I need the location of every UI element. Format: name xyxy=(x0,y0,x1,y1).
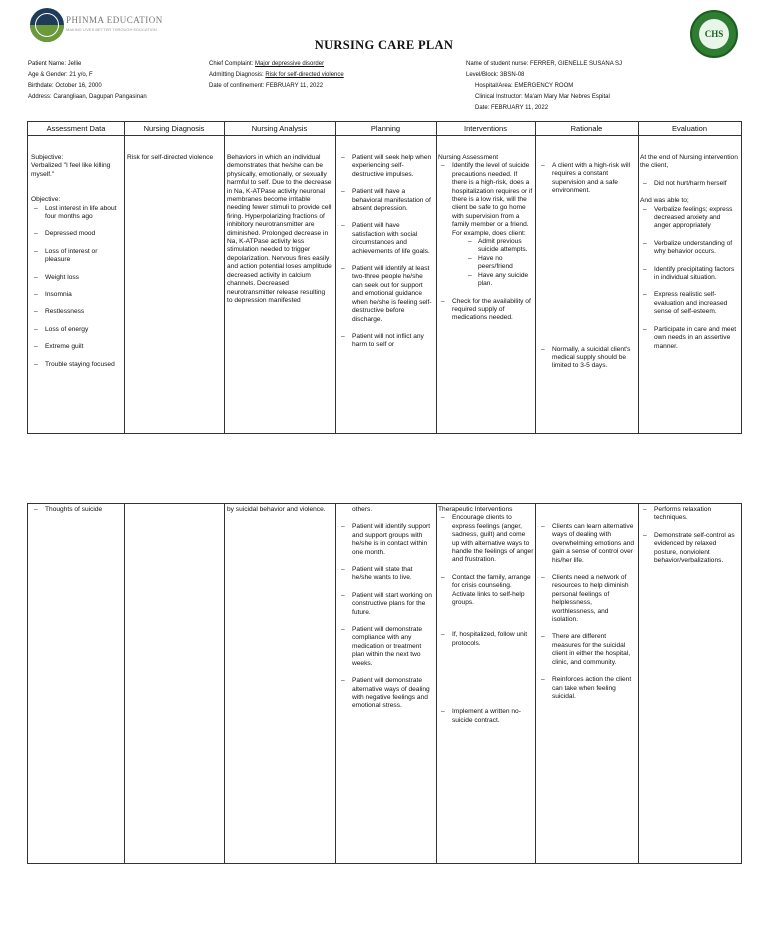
list-item: – Patient will start working on constructive plans for the future. xyxy=(338,592,434,617)
list-item: – Loss of interest or pleasure xyxy=(31,248,122,265)
list-item: – Loss of energy xyxy=(31,326,122,334)
interventions-cell-2 xyxy=(438,506,534,725)
level-block: Level/Block: 3BSN-08 xyxy=(466,72,525,78)
list-item: – Restlessness xyxy=(31,308,122,316)
planning-continued: others. xyxy=(352,506,373,513)
list-item: – Identify the level of suicide precautions needed. If there is a high-risk, does a hospitalization requires or if there is a low risk, will the client be safe to go home with supervision from a family member or a friend. For example, does client: xyxy=(438,162,534,238)
list-item: – Normally, a suicidal client's medical supply should be limited to 3-5 days. xyxy=(538,346,636,371)
list-item: – Patient will not inflict any harm to self or xyxy=(338,333,434,350)
header-rationale: Rationale xyxy=(570,124,603,133)
care-plan-table-part1 xyxy=(27,121,742,434)
list-item: – Clients can learn alternative ways of dealing with overwhelming emotions and gain a sense of control over his/her life. xyxy=(538,523,636,565)
header-assessment: Assessment Data xyxy=(46,124,106,133)
clinical-instructor: Clinical Instructor: Ma'am Mary Mar Nebres Espital xyxy=(475,94,610,100)
interventions-cell xyxy=(438,154,534,323)
patient-name: Patient Name: Jellie xyxy=(28,61,82,67)
assessment-cell-2 xyxy=(31,506,122,514)
date-of-confinement: Date of confinement: FEBRUARY 11, 2022 xyxy=(209,83,324,89)
header-interventions: Interventions xyxy=(464,124,507,133)
sub-item: – Have any suicide plan. xyxy=(438,272,534,289)
list-item: – Patient will have satisfaction with social circumstances and achievements of life goals. xyxy=(338,222,434,256)
list-item: – Patient will state that he/she wants to live. xyxy=(338,566,434,583)
diagnosis-cell: Risk for self-directed violence xyxy=(127,154,214,161)
plan-date: Date: FEBRUARY 11, 2022 xyxy=(475,105,549,111)
header-diagnosis: Nursing Diagnosis xyxy=(143,124,205,133)
org-name: PHINMA EDUCATION xyxy=(66,15,163,25)
list-item: – Patient will seek help when experiencing self-destructive impulses. xyxy=(338,154,434,179)
evaluation-able-label: And was able to; xyxy=(640,197,689,205)
list-item: – If, hospitalized, follow unit protocols. xyxy=(438,631,534,648)
sub-item: – Admit previous suicide attempts. xyxy=(438,238,534,255)
student-nurse: Name of student nurse: FERRER, GIENELLE SUSANA SJ xyxy=(466,61,623,67)
planning-cell-2 xyxy=(338,506,434,711)
list-item: – Insomnia xyxy=(31,291,122,299)
care-plan-table-part2 xyxy=(27,503,742,864)
list-item: – A client with a high-risk will requires a constant supervision and a safe environment. xyxy=(538,162,636,196)
header-planning: Planning xyxy=(370,124,401,133)
interventions-heading: Nursing Assessment xyxy=(438,154,499,161)
seal-text: CHS xyxy=(699,19,729,49)
admitting-diagnosis: Admitting Diagnosis: Risk for self-directed violence xyxy=(209,72,344,78)
list-item: – Patient will identify support and support groups with he/she is in contact within one month. xyxy=(338,523,434,557)
list-item: – Implement a written no-suicide contract. xyxy=(438,708,534,725)
patient-address: Address: Carangliaan, Dagupan Pangasinan xyxy=(28,94,147,100)
rationale-cell xyxy=(538,162,636,371)
page-title: NURSING CARE PLAN xyxy=(314,38,454,52)
list-item: – Patient will demonstrate alternative ways of dealing with negative feelings and emotional stress. xyxy=(338,677,434,711)
list-item: – Trouble staying focused xyxy=(31,361,122,369)
list-item: – Verbalize understanding of why behavior occurs. xyxy=(640,240,739,257)
list-item: – Weight loss xyxy=(31,274,122,282)
evaluation-intro: At the end of Nursing intervention the client, xyxy=(640,154,738,170)
sub-item: – Have no peers/friend xyxy=(438,255,534,272)
patient-info xyxy=(28,59,147,103)
list-item: – Depressed mood xyxy=(31,230,122,238)
list-item: – Reinforces action the client can take when feeling suicidal. xyxy=(538,676,636,701)
interventions-heading: Therapeutic Interventions xyxy=(438,506,513,513)
list-item: – Encourage clients to express feelings (anger, sadness, guilt) and come up with alternative ways to handle the feelings of anger and frustration. xyxy=(438,514,534,564)
subjective-text: Verbalized "I feel like killing myself." xyxy=(31,162,111,178)
list-item: – There are different measures for the suicidal client in either the hospital, clinic, and community. xyxy=(538,633,636,667)
objective-label: Objective: xyxy=(31,196,61,204)
list-item: – Participate in care and meet own needs in an assertive manner. xyxy=(640,326,739,351)
org-tagline: MAKING LIVES BETTER THROUGH EDUCATION xyxy=(66,27,157,32)
list-item: – Verbalize feelings; express decreased anxiety and anger appropriately xyxy=(640,206,739,231)
analysis-cell: Behaviors in which an individual demonstrates that he/she can be physically, emotionally, or sexually harmful to self. Due to the decrease in Na, K-ATPase activity neuronal membranes become irritable needing fewer stimuli to provide cell firing. Hyperpolarizing fractions of inhibitory neurotransmitter are diminished. Prolonged decrease in Na, K-ATPase activity less stimulation needed to trigger depolarization. Nervous fires easily and action potential loses amplitude decreased activity in calcium channels. Decreased neurotransmitter release resulting to depression manifested xyxy=(227,154,332,304)
admission-info xyxy=(209,59,344,92)
list-item: – Performs relaxation techniques. xyxy=(640,506,739,523)
student-info xyxy=(466,59,622,114)
analysis-cell-2: by suicidal behavior and violence. xyxy=(227,506,326,513)
rationale-cell-2 xyxy=(538,523,636,701)
list-item: – Extreme guilt xyxy=(31,343,122,351)
list-item: – Express realistic self-evaluation and increased sense of self-esteem. xyxy=(640,291,739,316)
list-item: – Did not hurt/harm herself xyxy=(640,180,739,188)
list-item: – Lost interest in life about four months ago xyxy=(31,205,122,222)
evaluation-cell xyxy=(640,154,739,351)
assessment-cell xyxy=(31,154,122,369)
header-analysis: Nursing Analysis xyxy=(251,124,308,133)
list-item: – Patient will identify at least two-three people he/she can seek out for support and emotional guidance when he/she is feeling self-destructive before discharge. xyxy=(338,265,434,324)
list-item: – Patient will have a behavioral manifestation of absent depression. xyxy=(338,188,434,213)
phinma-logo-icon xyxy=(30,8,64,42)
planning-cell xyxy=(338,154,434,350)
list-item: – Check for the availability of required supply of medications needed. xyxy=(438,298,534,323)
list-item: – Clients need a network of resources to help diminish personal feelings of helplessness, worthlessness, and isolation. xyxy=(538,574,636,624)
list-item: – Contact the family, arrange for crisis counseling. Activate links to self-help groups. xyxy=(438,574,534,608)
subjective-label: Subjective: xyxy=(31,154,64,161)
evaluation-cell-2 xyxy=(640,506,739,565)
list-item: – Demonstrate self-control as evidenced by relaxed posture, nonviolent behavior/verbalizations. xyxy=(640,532,739,566)
patient-age-gender: Age & Gender: 21 y/o, F xyxy=(28,72,93,78)
chief-complaint: Chief Complaint: Major depressive disorder xyxy=(209,61,325,67)
list-item: – Identify precipitating factors in individual situation. xyxy=(640,266,739,283)
patient-birthdate: Birthdate: October 16, 2000 xyxy=(28,83,102,89)
list-item: – Patient will demonstrate compliance with any medication or treatment plan within the next two weeks. xyxy=(338,626,434,668)
list-item: – Thoughts of suicide xyxy=(31,506,122,514)
hospital-area: Hospital/Area: EMERGENCY ROOM xyxy=(475,83,574,89)
header-evaluation: Evaluation xyxy=(671,124,708,133)
